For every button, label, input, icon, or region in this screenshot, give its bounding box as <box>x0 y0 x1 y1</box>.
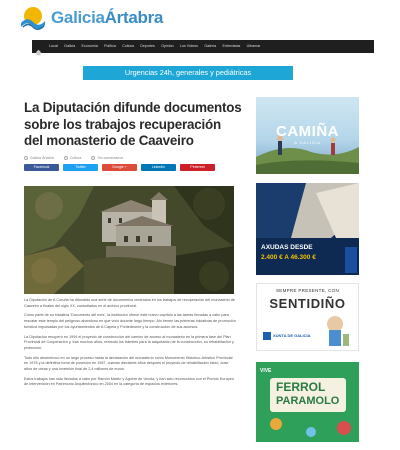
logo-text <box>51 8 163 28</box>
ad1-title: CAMIÑA <box>276 123 339 140</box>
comment-icon <box>91 156 95 160</box>
nav-item-ultramar[interactable]: Ultramar <box>246 44 261 48</box>
article <box>24 100 243 171</box>
nav-item-galicia[interactable]: Galicia <box>64 44 76 48</box>
ad-axudas[interactable] <box>256 183 359 275</box>
meta-comments[interactable] <box>91 156 123 160</box>
nav-item-entrevistas[interactable]: Entrevistas <box>222 44 241 48</box>
site-logo[interactable] <box>18 3 163 33</box>
share-pinterest-button[interactable]: Pinterest <box>180 164 215 171</box>
article-paragraph: Todo ello desembocó en un largo proceso hasta la declaración del monasterio como Monumento Histórico-Artístico Provincial en 1975 y la definitiva toma de posesión en 1987, cuando diecisiete años después el proyecto de rehabilitación inició, dose años de obras y una inversión final de 2,4 millones de euros. <box>24 355 233 372</box>
ad3-line2: SENTIDIÑO <box>269 296 346 311</box>
article-paragraph: Estos trabajos han sido llevados a cabo por Ramón Martín y Aguirre de Urcola, y han sido reconocidos con el Premio Europeo de Intervención en Patrimonio Arquitectónico en 2004 en la categoría de espacios exteriores. <box>24 376 234 387</box>
nav-item-economia[interactable]: Economía <box>81 44 98 48</box>
article-title: La Diputación difunde documentos sobre los trabajos recuperación del monasterio de Caaveiro <box>24 100 242 149</box>
ad1-subtitle: A GALICIA <box>294 140 321 145</box>
meta-comments-text: Sin comentarios <box>97 155 124 160</box>
nav-item-videos[interactable]: Los Vídeos <box>179 44 198 48</box>
logo-sun-icon <box>18 3 48 33</box>
article-photo-monastery <box>24 186 234 294</box>
folder-icon <box>64 156 68 160</box>
article-paragraph: La Diputación de A Coruña ha difundido una serie de documentos centrados en los trabajos de recuperación del monasterio de Caaveiro a finales del siglo XX, custodiados en el archivo provincial. <box>24 298 235 308</box>
ad3-line1: SEMPRE PRESENTE, CON <box>275 288 339 293</box>
nav-item-opinion[interactable]: Opinión <box>161 44 174 48</box>
home-icon[interactable] <box>35 43 42 50</box>
main-navbar <box>32 40 374 53</box>
article-paragraph: La Diputación recuperó en 1994 el proyecto de construcción del camino de acceso al monasterio en la primera fase del Plan Provincial de Cooperación y, tras muchos años, reanudó los trámites para la adquisición de la construcción, su rehabilitación y protección. <box>24 334 234 350</box>
logo-text-part2: Ártabra <box>104 8 164 27</box>
meta-category[interactable] <box>64 156 82 160</box>
article-meta <box>24 156 243 160</box>
nav-item-deportes[interactable]: Deportes <box>140 44 155 48</box>
share-facebook-button[interactable]: Facebook <box>24 164 59 171</box>
share-google-button[interactable]: Google + <box>102 164 137 171</box>
urgencias-banner[interactable]: Urgencias 24h, generales y pediátricas <box>83 66 293 80</box>
share-twitter-button[interactable]: Twitter <box>63 164 98 171</box>
user-icon <box>24 156 28 160</box>
nav-item-galeria[interactable]: Galería <box>204 44 217 48</box>
article-body <box>24 298 237 392</box>
share-buttons <box>24 164 243 171</box>
ad4-line2: FERROL <box>276 380 326 394</box>
nav-item-cultura[interactable]: Cultura <box>122 44 134 48</box>
sentidino-illustration-icon <box>257 312 358 352</box>
ad4-line1: VIVE <box>260 368 272 374</box>
ad2-line2: 2.400 € A 46.300 € <box>261 254 316 261</box>
nav-item-local[interactable]: Local <box>49 44 58 48</box>
ad-vive-ferrol[interactable] <box>256 362 359 442</box>
meta-author <box>24 156 54 160</box>
logo-text-part1: Galicia <box>51 8 105 27</box>
meta-category-text: Cultura <box>69 155 82 160</box>
ad2-line1: AXUDAS DESDE <box>261 244 313 251</box>
ad-camina-galicia[interactable] <box>256 97 359 174</box>
ad3-org: XUNTA DE GALICIA <box>273 333 311 338</box>
ad-sentidino[interactable] <box>256 283 359 351</box>
nav-item-politica[interactable]: Política <box>104 44 116 48</box>
xunta-logo-icon <box>263 332 271 340</box>
meta-author-text: Galicia Ártabra <box>30 155 54 160</box>
article-paragraph: Como parte de su iniciativa 'Documento del mes', la institución ofrece este nuevo capítulo a las tareas llevadas a cabo para rescatar este templo del peligroso abandono en que vivió durante largo tiempo. Ahí tienen las primeras iniciativas de promoción turística impulsadas por los ayuntamientos de A Capela y Pontedeume y la construcción de sus accesos. <box>24 313 236 329</box>
ad4-line3: PARAMOLO <box>276 395 340 407</box>
share-linkedin-button[interactable]: LinkedIn <box>141 164 176 171</box>
